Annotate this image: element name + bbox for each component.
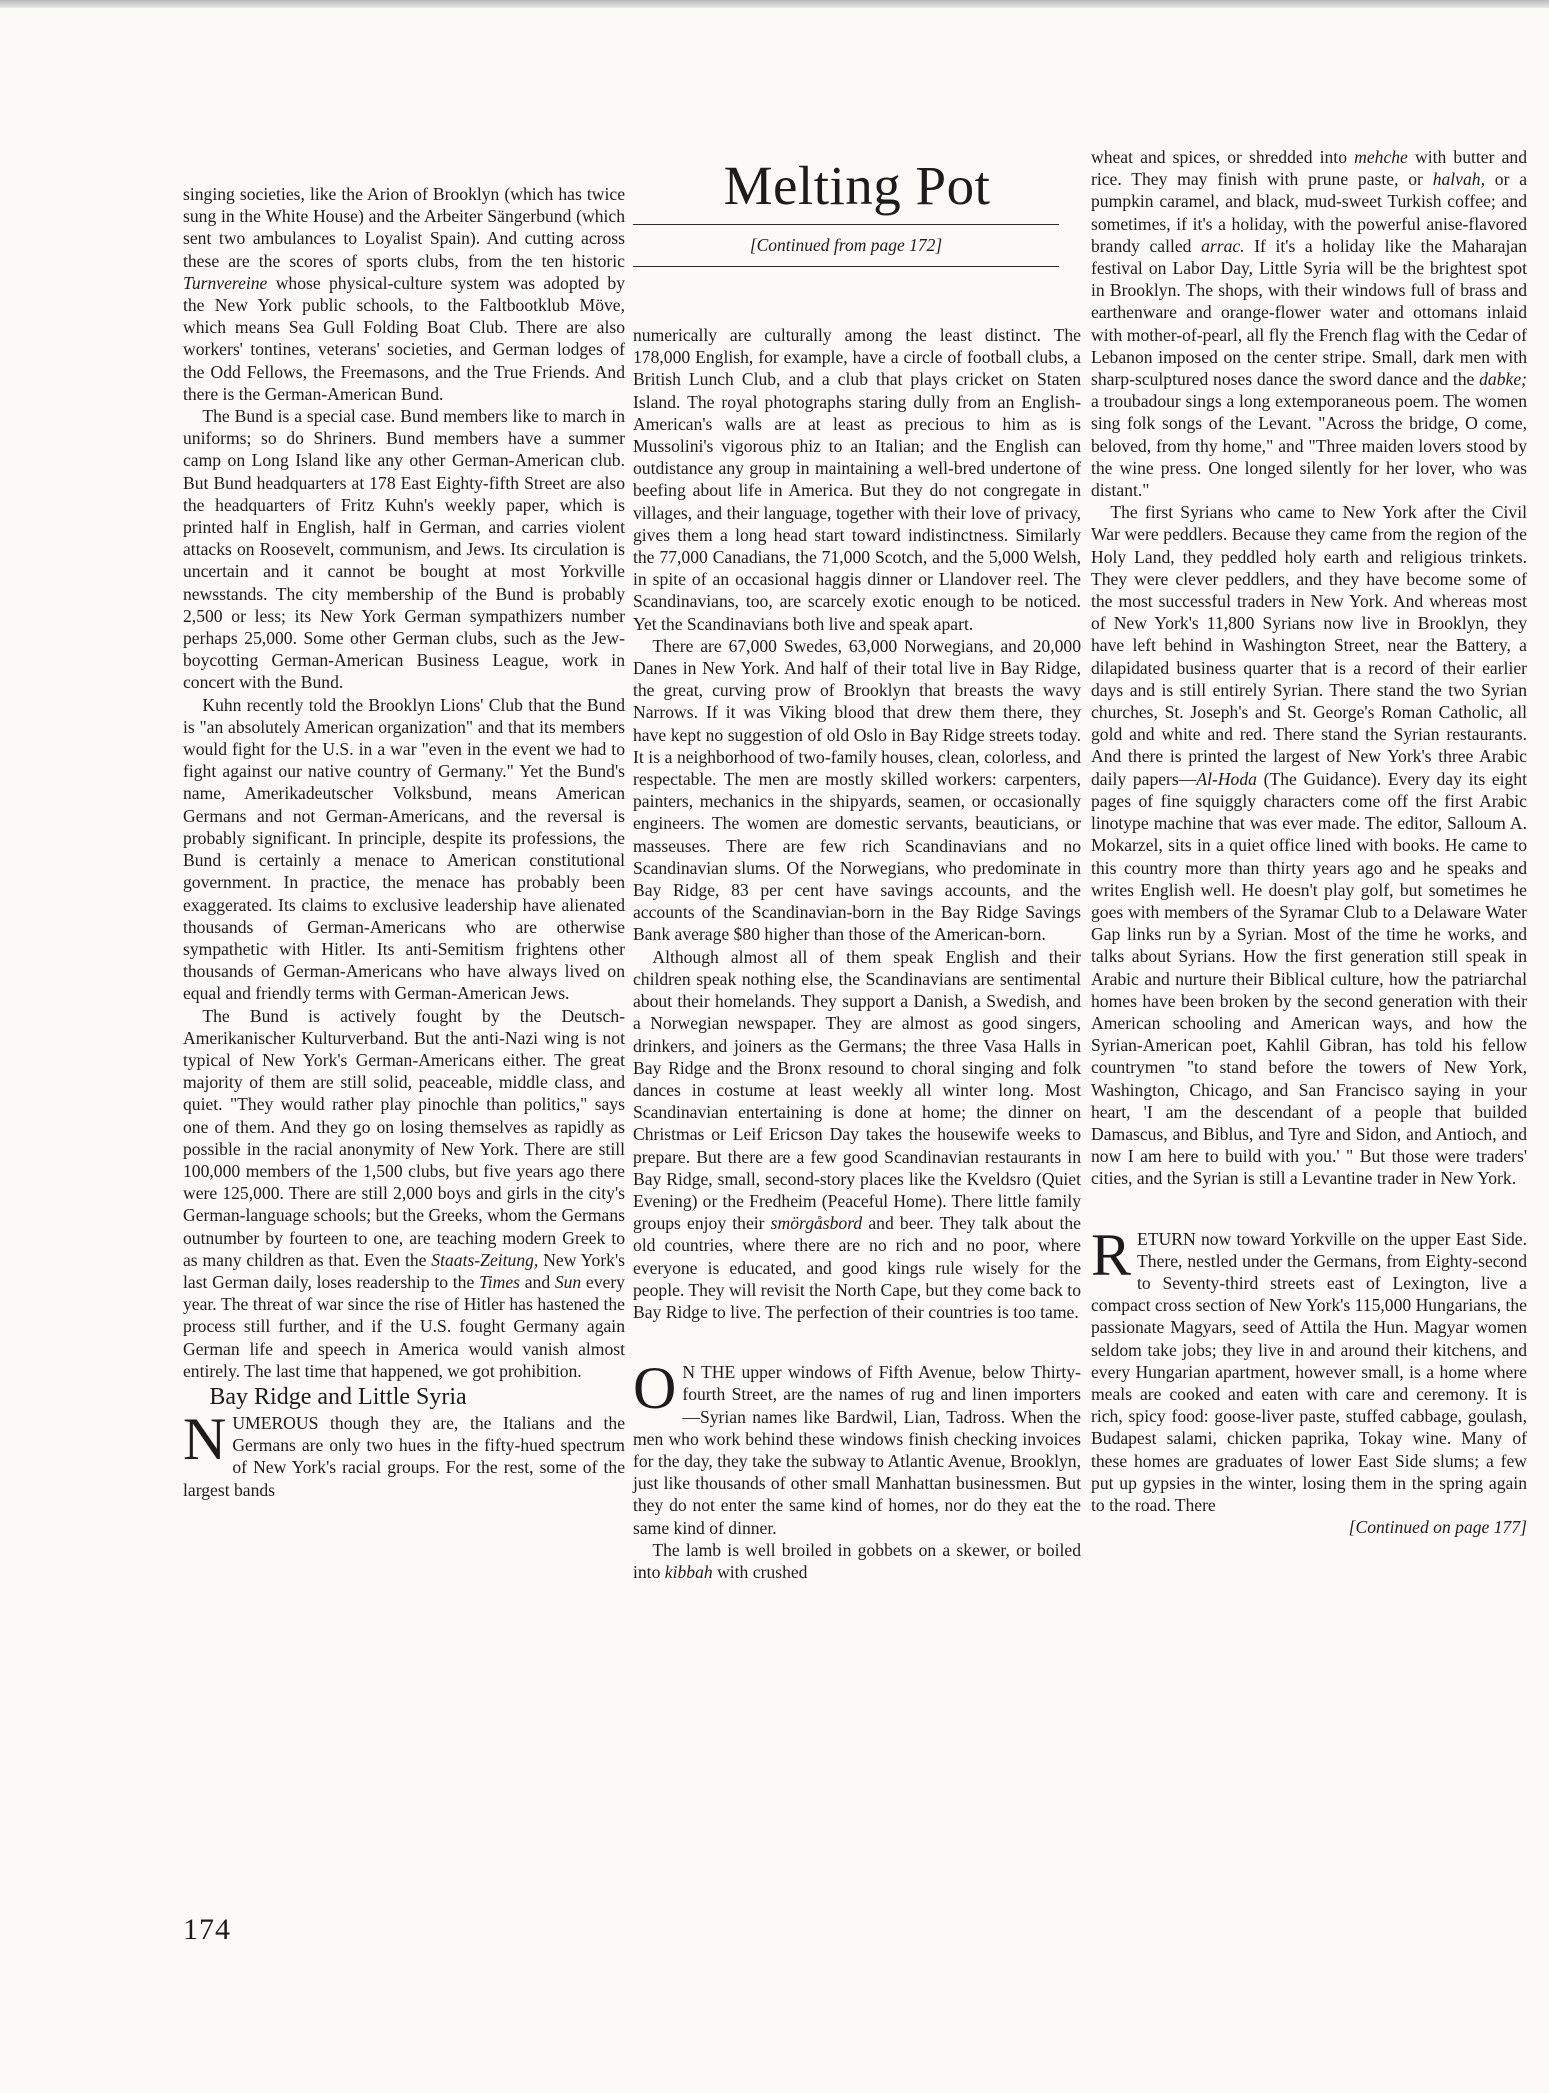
drop-cap: O: [633, 1355, 677, 1422]
paragraph: singing societies, like the Arion of Brooklyn (which has twice sung in the White House) and the Arbeiter Sängerbund (which sent two ambulances to Loyalist Spain). And cutting across these are the scores of sports clubs, from the ten historic Turnvereine whose physical-culture system was adopted by the New York public schools, to the Faltbootklub Möve, which means Sea Gull Folding Boat Club. There are also workers' tontines, veterans' societies, and German lodges of the Odd Fellows, the Freemasons, and the True Friends. And there is the German-American Bund.: [183, 184, 625, 404]
paragraph: Although almost all of them speak English and their children speak nothing else, the Scandinavians are sentimental about their homelands. They support a Danish, a Swedish, and a Norwegian newspaper. They are almost as good singers, drinkers, and joiners as the Germans; the three Vasa Halls in Bay Ridge and the Bronx resound to choral singing and folk dances in costume at least weekly all winter long. Most Scandinavian entertaining is done at home; the dinner on Christmas or Leif Ericson Day takes the housewife weeks to prepare. But there are a few good Scandinavian restaurants in Bay Ridge, small, second-story places like the Kveldsro (Quiet Evening) or the Fredheim (Peaceful Home). There little family groups enjoy their smörgåsbord and beer. They talk about the old countries, where there are no rich and no poor, where everyone is educated, and good kings rule wisely for the people. They will revisit the North Cape, but they come back to Bay Ridge to live. The perfection of their countries is too tame.: [633, 946, 1081, 1322]
paragraph: The first Syrians who came to New York after the Civil War were peddlers. Because they came from the region of the Holy Land, they peddled holy earth and religious trinkets. They were clever peddlers, and they have become some of the most successful traders in New York. And whereas most of New York's 11,800 Syrians now live in Brooklyn, they have left behind in Washington Street, near the Battery, a dilapidated business quarter that is a record of their earlier days and is still entirely Syrian. There stand the two Syrian churches, St. Joseph's and St. George's Roman Catholic, all gold and white and red. There stand the Syrian restaurants. And there is printed the largest of New York's three Arabic daily papers—Al-Hoda (The Guidance). Every day its eight pages of fine squiggly characters come off the first Arabic linotype machine that was ever made. The editor, Salloum A. Mokarzel, sits in a quiet office lined with books. He came to this country more than thirty years ago and he speaks and writes English well. He doesn't play golf, but sometimes he goes with members of the Syramar Club to a Delaware Water Gap links run by a Syrian. Most of the time he works, and talks about Syrians. How the first generation still speak in Arabic and nurture their Biblical culture, how the patriarchal homes have been broken by the second generation with their American schooling and American ways, and how the Syrian-American poet, Kahlil Gibran, has told his fellow countrymen "to stand before the towers of New York, Washington, Chicago, and San Francisco saying in your heart, 'I am the descendant of a people that builded Damascus, and Biblus, and Tyre and Sidon, and Antioch, and now I am here to build with you.' " But those were traders' cities, and the Syrian is still a Levantine trader in New York.: [1091, 502, 1528, 1189]
paragraph: Kuhn recently told the Brooklyn Lions' Club that the Bund is "an absolutely American organization" and that its members would fight for the U.S. in a war "even in the event we had to fight against our native country of Germany." Yet the Bund's name, Amerikadeutscher Volksbund, means American Germans and not German-Americans, and the reversal is probably significant. In principle, despite its professions, the Bund is certainly a menace to American constitutional government. In practice, the menace has probably been exaggerated. Its claims to exclusive leadership have alienated thousands of German-Americans who are otherwise sympathetic with Hitler. Its anti-Semitism frightens other thousands of German-Americans who have always lived on equal and friendly terms with German-American Jews.: [183, 694, 625, 1004]
scan-edge: [0, 0, 1549, 8]
paragraph: The Bund is a special case. Bund members like to march in uniforms; so do Shriners. Bund members have a summer camp on Long Island like any other German-American club. But Bund headquarters at 178 East Eighty-fifth Street are also the headquarters of Fritz Kuhn's weekly paper, which is printed half in English, half in German, and carries violent attacks on Roosevelt, communism, and Jews. Its circulation is uncertain and it cannot be bought at most Yorkville newsstands. The city membership of the Bund is probably 2,500 or less; its New York German sympathizers number perhaps 25,000. Some other German clubs, such as the Jew-boycotting German-American Business League, work in concert with the Bund.: [183, 406, 625, 693]
headline-rule: [633, 224, 1059, 225]
paragraph: numerically are culturally among the least distinct. The 178,000 English, for example, have a circle of football clubs, a British Lunch Club, and a club that plays cricket on Staten Island. The royal photographs staring dully from an English-American's walls are at least as precious to him as is Mussolini's vigorous phiz to an Italian; and the English can outdistance any group in maintaining a well-bred undertone of beefing about life in America. But they do not congregate in villages, and their language, together with their love of privacy, gives them a long head start toward indistinctness. Similarly the 77,000 Canadians, the 71,000 Scotch, and the 5,000 Welsh, in spite of an occasional haggis dinner or Llandover reel. The Scandinavians, too, are scarcely exotic enough to be noticed. Yet the Scandinavians both live and speak apart.: [633, 325, 1081, 634]
section-heading: Bay Ridge and Little Syria: [209, 1383, 467, 1410]
paragraph: The Bund is actively fought by the Deutsch-Amerikanischer Kulturverband. But the anti-Nazi wing is not typical of New York's German-Americans either. The great majority of them are still solid, peaceable, middle class, and quiet. "They would rather play pinochle than politics," says one of them. And they go on losing themselves as rapidly as possible in the racial anonymity of New York. There are still 100,000 members of the 1,500 clubs, but five years ago there were 125,000. There are still 2,000 boys and girls in the city's German-language schools; but the Greeks, whom the Germans outnumber by fourteen to one, are teaching modern Greek to as many children as that. Even the Staats-Zeitung, New York's last German daily, loses readership to the Times and Sun every year. The threat of war since the rise of Hitler has hastened the process still further, and if the U.S. fought Germany again German life and speech in America would vanish almost entirely. The last time that happened, we got prohibition.: [183, 1005, 625, 1381]
continued-on: [Continued on page 177]: [1348, 1517, 1527, 1538]
column-middle-body: [633, 324, 1081, 1583]
paragraph: The lamb is well broiled in gobbets on a skewer, or boiled into kibbah with crushed: [633, 1539, 1081, 1582]
paragraph: NUMEROUS though they are, the Italians and the Germans are only two hues in the fifty-hued spectrum of New York's racial groups. For the rest, some of the largest bands: [183, 1405, 625, 1500]
paragraph: wheat and spices, or shredded into mehche with butter and rice. They may finish with prune paste, or halvah, or a pumpkin caramel, and black, mud-sweet Turkish coffee; and sometimes, if it's a holiday, with the powerful anise-flavored brandy called arrac. If it's a holiday like the Maharajan festival on Labor Day, Little Syria will be the brightest spot in Brooklyn. The shops, with their windows full of brass and earthenware and orange-flower water and ottomans inlaid with mother-of-pearl, all fly the French flag with the Cedar of Lebanon imposed on the center stripe. Small, dark men with sharp-sculptured noses dance the sword dance and the dabke; a troubadour sings a long extemporaneous poem. The women sing folk songs of the Levant. "Across the bridge, O come, beloved, from thy home," and "Three maiden lovers stood by the wine press. One longed silently for her lover, who was distant.": [1091, 147, 1528, 501]
drop-cap: R: [1091, 1221, 1132, 1288]
article-headline: Melting Pot: [723, 155, 991, 216]
page-number: 174: [183, 1913, 231, 1946]
headline-rule: [633, 266, 1059, 267]
column-right-body: [1091, 146, 1527, 1538]
continued-from: [Continued from page 172]: [749, 235, 943, 255]
paragraph: RETURN now toward Yorkville on the upper East Side. There, nestled under the Germans, from Eighty-second to Seventy-third streets east of Lexington, live a compact cross section of New York's 115,000 Hungarians, the passionate Magyars, seed of Attila the Hun. Magyar women seldom take jobs; they live in and around their kitchens, and every Hungarian apartment, however small, is a home where meals are cooked and eaten with care and ceremony. It is rich, spicy food: goose-liver paste, stuffed cabbage, goulash, Budapest salami, chicken paprika, Tokay wine. Many of these homes are graduates of lower East Side slums; a few put up gypsies in the winter, losing them in the spring again to the road. There: [1091, 1221, 1527, 1515]
paragraph: O N THE upper windows of Fifth Avenue, below Thirty-fourth Street, are the names of rug and linen importers—Syrian names like Bardwil, Lian, Tadross. When the men who work behind these windows finish checking invoices for the day, they take the subway to Atlantic Avenue, Brooklyn, just like thousands of other small Manhattan businessmen. But they do not enter the same kind of homes, nor do they eat the same kind of dinner.: [633, 1355, 1081, 1538]
column-left-body: [183, 183, 625, 1501]
paragraph: There are 67,000 Swedes, 63,000 Norwegians, and 20,000 Danes in New York. And half of their total live in Bay Ridge, the great, curving prow of Brooklyn that breasts the wavy Narrows. If it was Viking blood that drew them there, they have kept no suggestion of old Oslo in Bay Ridge streets today. It is a neighborhood of two-family houses, clean, colorless, and respectable. The men are mostly skilled workers: carpenters, painters, mechanics in the shipyards, seamen, or occasionally engineers. The women are domestic servants, beauticians, or masseuses. There are few rich Scandinavians and no Scandinavian slums. Of the Norwegians, who predominate in Bay Ridge, 83 per cent have savings accounts, and the accounts of the Scandinavian-born in the Bay Ridge Savings Bank average $80 higher than those of the American-born.: [633, 635, 1081, 945]
drop-cap: N: [183, 1405, 227, 1472]
